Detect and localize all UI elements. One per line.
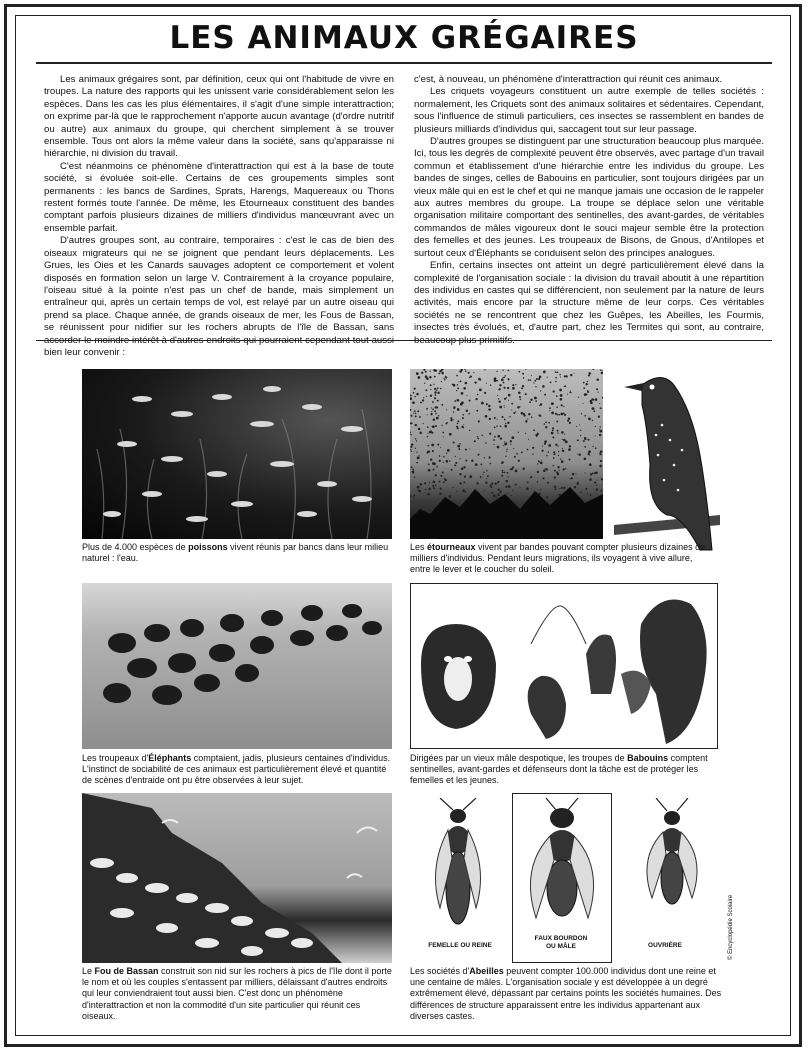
- fish-school-photo: [82, 369, 392, 539]
- caption-text: Les sociétés d': [410, 966, 470, 976]
- drone-label-line: FAUX BOURDON: [534, 935, 588, 942]
- page-title: LES ANIMAUX GRÉGAIRES: [169, 20, 639, 56]
- starlings-caption: [410, 542, 710, 576]
- caption-text: Dirigées par un vieux mâle despotique, les troupes de: [410, 753, 628, 763]
- caption-keyword: Éléphants: [148, 753, 192, 763]
- copyright-notice: © Encyclopédie Scolaire: [728, 894, 734, 960]
- caption-keyword: Fou de Bassan: [94, 966, 159, 976]
- title-rule: [36, 62, 772, 64]
- caption-text: comptent sentinelles, avant-gardes et défenseurs dont la tâche est de protéger les femelles et les jeunes.: [410, 753, 708, 786]
- fish-caption: [82, 542, 392, 564]
- caption-keyword: étourneaux: [427, 542, 476, 552]
- drone-label-line: OU MÂLE: [546, 943, 576, 950]
- baboons-caption: [410, 753, 720, 787]
- text-column-right: [414, 74, 764, 347]
- gannet-colony-photo: [82, 793, 392, 963]
- caption-text: Les: [410, 542, 428, 552]
- caption-text: comptaient, jadis, plusieurs centaines d'individus. L'instinct de sociabilité de ces animaux est particulièrement élevé et quantité de scènes d'entraide ont pu être observées à leur sujet.: [82, 753, 391, 786]
- paragraph: Les criquets voyageurs constituent un autre exemple de telles sociétés : normalement, les Criquets sont des animaux solitaires et sédentaires. Cependant, sous l'influence de stimuli particuliers, ces insectes se rassemblent en bandes de plusieurs milliards d'individus qui, saccagent tout sur leur passage.: [414, 86, 764, 135]
- caption-text: Les troupeaux d': [82, 753, 149, 763]
- section-rule: [36, 340, 772, 341]
- starling-drawing: [612, 365, 722, 560]
- paragraph: c'est, à nouveau, un phénomène d'interattraction qui réunit ces animaux.: [414, 74, 723, 85]
- gannets-caption: [82, 966, 394, 1022]
- bees-caption: [410, 966, 722, 1022]
- caption-text: peuvent compter 100.000 individus dont une reine et une centaine de mâles. L'organisation sociale y est développée à un degré extrêmement élevé, dépassant par certains points les sociétés humaines. Des différences de structure apparaissent entre les individus appartenant aux diverses castes.: [410, 966, 722, 1021]
- elephants-caption: [82, 753, 394, 787]
- caption-text: vivent par bandes pouvant compter plusieurs dizaines de milliers d'individus. Pendant leurs migrations, ils voyagent à vive allure, entre le lever et le coucher du soleil.: [410, 542, 706, 575]
- paragraph: C'est néanmoins ce phénomène d'interattraction qui est à la base de toute société, si évoluée soit-elle. Certains de ces groupements simples sont permanents : les bancs de Sardines, Sprats, Harengs, Maquereaux ou Thons restent formés toute l'année. De même, les Etourneaux constituent des bandes comptant parfois plusieurs dizaines de milliers d'individus manœuvrant avec un ensemble parfait.: [44, 160, 394, 234]
- caption-text: construit son nid sur les rochers à pics de l'île dont il porte le nom et où les couples s'entassent par milliers, délaissant d'autres endroits qui leur conviendraient tout aussi bien. C'est donc un phénomène d'interattraction et non la commodité d'un site particulier qui réunit ces oiseaux.: [82, 966, 392, 1021]
- caption-text: Le: [82, 966, 95, 976]
- caption-text: Plus de 4.000 espèces de: [82, 542, 189, 552]
- baboon-drawing: [410, 583, 718, 749]
- starling-flock-photo: [410, 369, 603, 539]
- elephant-herd-photo: [82, 583, 392, 749]
- caption-text: vivent réunis par bancs dans leur milieu naturel : l'eau.: [82, 542, 389, 564]
- paragraph: D'autres groupes se distinguent par une structuration beaucoup plus marquée. Ici, tous les degrés de complexité peuvent être observés, avec partage d'un travail commun et établissement d'une hiérarchie entre les individus du groupe. Les bandes de singes, celles de Babouins en particulier, sont toujours dirigées par un vieux mâle qui en est le chef et qui ne manque jamais une occasion de le rappeler aux autres membres du groupe. La troupe se déplace selon une véritable organisation militaire comportant des sentinelles, des avant-gardes, de véritables commandos de mâles vigoureux dont le souci majeur semble être la protection des femelles et des jeunes. Les troupeaux de Bisons, de Gnous, d'Antilopes et surtout ceux d'Éléphants se conduisent selon des principes analogues.: [414, 136, 764, 259]
- paragraph: D'autres groupes sont, au contraire, temporaires : c'est le cas de bien des oiseaux migrateurs qui ne se joignent que pendant leurs déplacements. Les Grues, les Oies et les Canards sauvages adoptent ce comportement et volent disposés en formation selon un large V. Contrairement à la croyance populaire, l'oiseau situé à la pointe n'est pas un chef de bande, mais simplement un entraîneur qui, après un certain temps de vol, est relayé par un autre oiseau qui prend sa place. Chaque année, de grands oiseaux de mer, les Fous de Bassan, se réunissent pour nidifier sur les rochers abrupts de l'île de Bassan, sans accorder le moindre intérêt à d'autres endroits qui pourraient cependant tout aussi bien leur convenir :: [44, 235, 394, 358]
- caption-keyword: Babouins: [627, 753, 669, 763]
- queen-label: FEMELLE OU REINE: [428, 942, 492, 949]
- paragraph: Enfin, certains insectes ont atteint un degré particulièrement élevé dans la complexité de l'organisation sociale : la division du travail aboutit à une répartition des individus en castes qui se différencient, non seulement par la nature de leurs activités, mais encore par la structure même de leur corps. Ces véritables sociétés ne se rencontrent que chez les Guêpes, les Abeilles, les Fourmis, insectes très évolués, et, d'autre part, chez les Termites qui sont, au contraire, beaucoup plus primitifs.: [414, 260, 764, 346]
- drone-label: [512, 935, 610, 951]
- text-column-left: [44, 74, 394, 359]
- worker-label: OUVRIÈRE: [648, 942, 682, 949]
- paragraph: Les animaux grégaires sont, par définition, ceux qui ont l'habitude de vivre en troupes. La nature des rapports qui les unissent varie considérablement selon les espèces. Dans les cas les plus élémentaires, il s'agit d'une simple interattraction; on exprime par-là que le rapprochement n'apporte aucun avantage (d'ordre nutritif ou autre) aux animaux du groupe, qui cherchent simplement à se trouver ensemble. Tous ont alors la même valeur dans la société, sans qu'apparaisse ni hiérarchie, ni division du travail.: [44, 74, 394, 160]
- caption-keyword: Abeilles: [469, 966, 504, 976]
- caption-keyword: poissons: [188, 542, 228, 552]
